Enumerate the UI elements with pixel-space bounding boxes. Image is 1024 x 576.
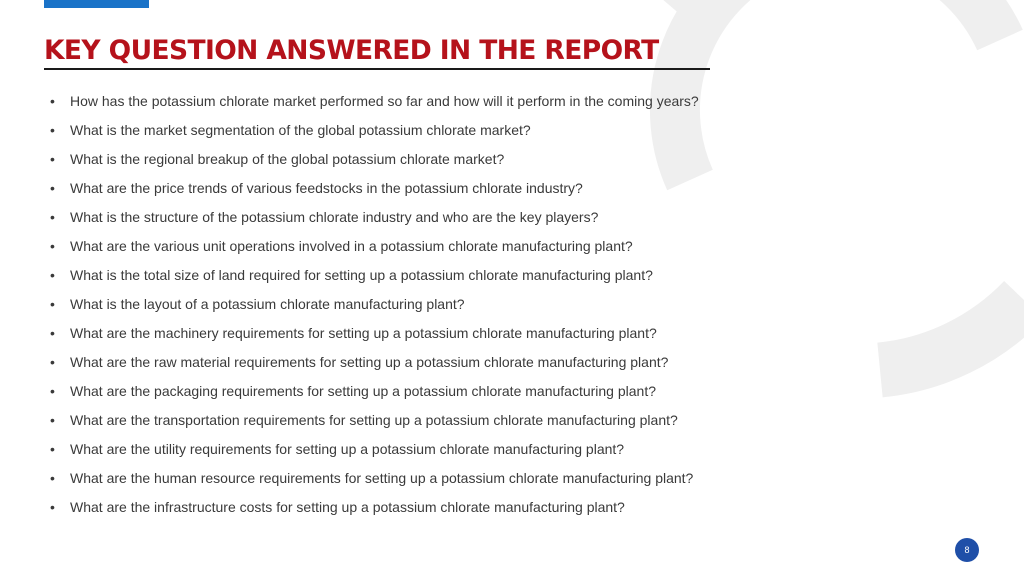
question-item: • What are the transportation requirements for setting up a potassium chlorate manufacturing plant?	[44, 406, 844, 435]
page-number-badge: 8	[955, 538, 979, 562]
question-item: • What is the total size of land required for setting up a potassium chlorate manufacturing plant?	[44, 261, 844, 290]
question-item: • What is the regional breakup of the global potassium chlorate market?	[44, 145, 844, 174]
question-item: • What are the raw material requirements for setting up a potassium chlorate manufacturing plant?	[44, 348, 844, 377]
top-accent-bar	[44, 0, 149, 8]
question-item: • What are the infrastructure costs for setting up a potassium chlorate manufacturing plant?	[44, 493, 844, 522]
question-item: • What are the machinery requirements for setting up a potassium chlorate manufacturing plant?	[44, 319, 844, 348]
question-list	[44, 87, 844, 522]
question-item: • What is the layout of a potassium chlorate manufacturing plant?	[44, 290, 844, 319]
slide-title: KEY QUESTION ANSWERED IN THE REPORT	[44, 35, 659, 66]
question-item: • What is the structure of the potassium chlorate industry and who are the key players?	[44, 203, 844, 232]
question-item: • How has the potassium chlorate market performed so far and how will it perform in the coming years?	[44, 87, 844, 116]
question-item: • What is the market segmentation of the global potassium chlorate market?	[44, 116, 844, 145]
question-item: • What are the packaging requirements for setting up a potassium chlorate manufacturing plant?	[44, 377, 844, 406]
question-item: • What are the price trends of various feedstocks in the potassium chlorate industry?	[44, 174, 844, 203]
question-item: • What are the utility requirements for setting up a potassium chlorate manufacturing plant?	[44, 435, 844, 464]
question-item: • What are the human resource requirements for setting up a potassium chlorate manufacturing plant?	[44, 464, 844, 493]
title-underline	[44, 68, 710, 70]
question-item: • What are the various unit operations involved in a potassium chlorate manufacturing plant?	[44, 232, 844, 261]
